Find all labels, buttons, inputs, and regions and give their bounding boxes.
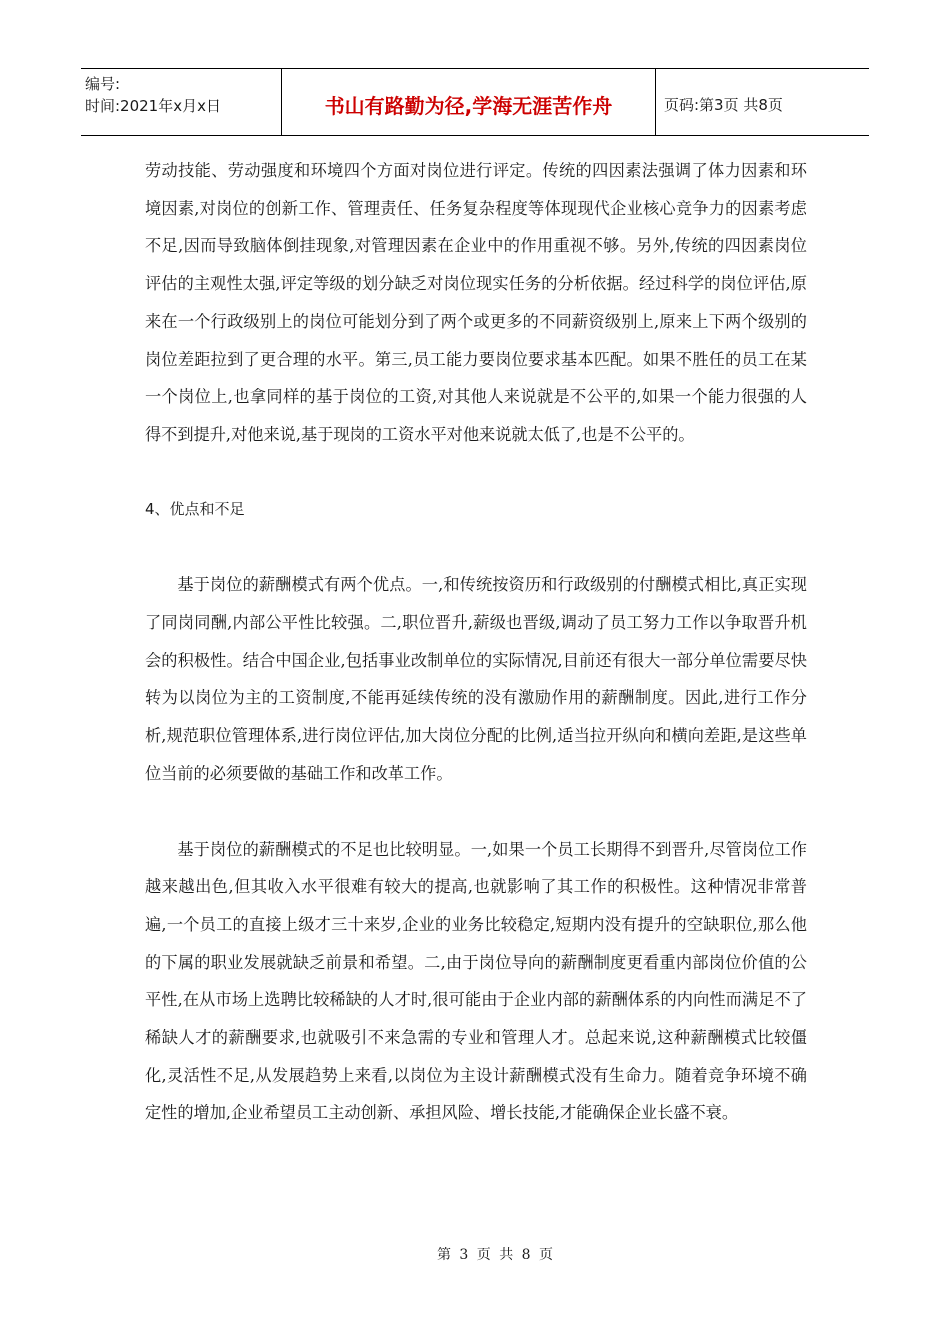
paragraph-continued: 劳动技能、劳动强度和环境四个方面对岗位进行评定。传统的四因素法强调了体力因素和环境因素,对岗位的创新工作、管理责任、任务复杂程度等体现现代企业核心竞争力的因素考虑不足,因而导致脑体倒挂现象,对管理因素在企业中的作用重视不够。另外,传统的四因素岗位评估的主观性太强,评定等级的划分缺乏对岗位现实任务的分析依据。经过科学的岗位评估,原来在一个行政级别上的岗位可能划分到了两个或更多的不同薪资级别上,原来上下两个级别的岗位差距拉到了更合理的水平。第三,员工能力要岗位要求基本匹配。如果不胜任的员工在某一个岗位上,也拿同样的基于岗位的工资,对其他人来说就是不公平的,如果一个能力很强的人得不到提升,对他来说,基于现岗的工资水平对他来说就太低了,也是不公平的。 xyxy=(145,161,807,444)
document-time-label: 时间:2021年x月x日 xyxy=(85,97,221,115)
section-heading: 4、优点和不足 xyxy=(145,499,245,518)
header-page-info: 页码:第3页 共8页 xyxy=(664,95,783,114)
page-footer: 第 3 页 共 8 页 xyxy=(436,1247,554,1263)
document-body xyxy=(145,152,807,1132)
paragraph-advantages: 基于岗位的薪酬模式有两个优点。一,和传统按资历和行政级别的付酬模式相比,真正实现了同岗同酬,内部公平性比较强。二,职位晋升,薪级也晋级,调动了员工努力工作以争取晋升机会的积极性。结合中国企业,包括事业改制单位的实际情况,目前还有很大一部分单位需要尽快转为以岗位为主的工资制度,不能再延续传统的没有激励作用的薪酬制度。因此,进行工作分析,规范职位管理体系,进行岗位评估,加大岗位分配的比例,适当拉开纵向和横向差距,是这些单位当前的必须要做的基础工作和改革工作。 xyxy=(145,575,807,783)
document-number-label: 编号: xyxy=(85,75,121,93)
page-header xyxy=(81,68,869,136)
header-motto: 书山有路勤为径,学海无涯苦作舟 xyxy=(282,69,656,135)
paragraph-shortcomings: 基于岗位的薪酬模式的不足也比较明显。一,如果一个员工长期得不到晋升,尽管岗位工作越来越出色,但其收入水平很难有较大的提高,也就影响了其工作的积极性。这种情况非常普遍,一个员工的直接上级才三十来岁,企业的业务比较稳定,短期内没有提升的空缺职位,那么他的下属的职业发展就缺乏前景和希望。二,由于岗位导向的薪酬制度更看重内部岗位价值的公平性,在从市场上选聘比较稀缺的人才时,很可能由于企业内部的薪酬体系的内向性而满足不了稀缺人才的薪酬要求,也就吸引不来急需的专业和管理人才。总起来说,这种薪酬模式比较僵化,灵活性不足,从发展趋势上来看,以岗位为主设计薪酬模式没有生命力。随着竞争环境不确定性的增加,企业希望员工主动创新、承担风险、增长技能,才能确保企业长盛不衰。 xyxy=(145,839,807,1123)
header-meta xyxy=(81,69,282,135)
